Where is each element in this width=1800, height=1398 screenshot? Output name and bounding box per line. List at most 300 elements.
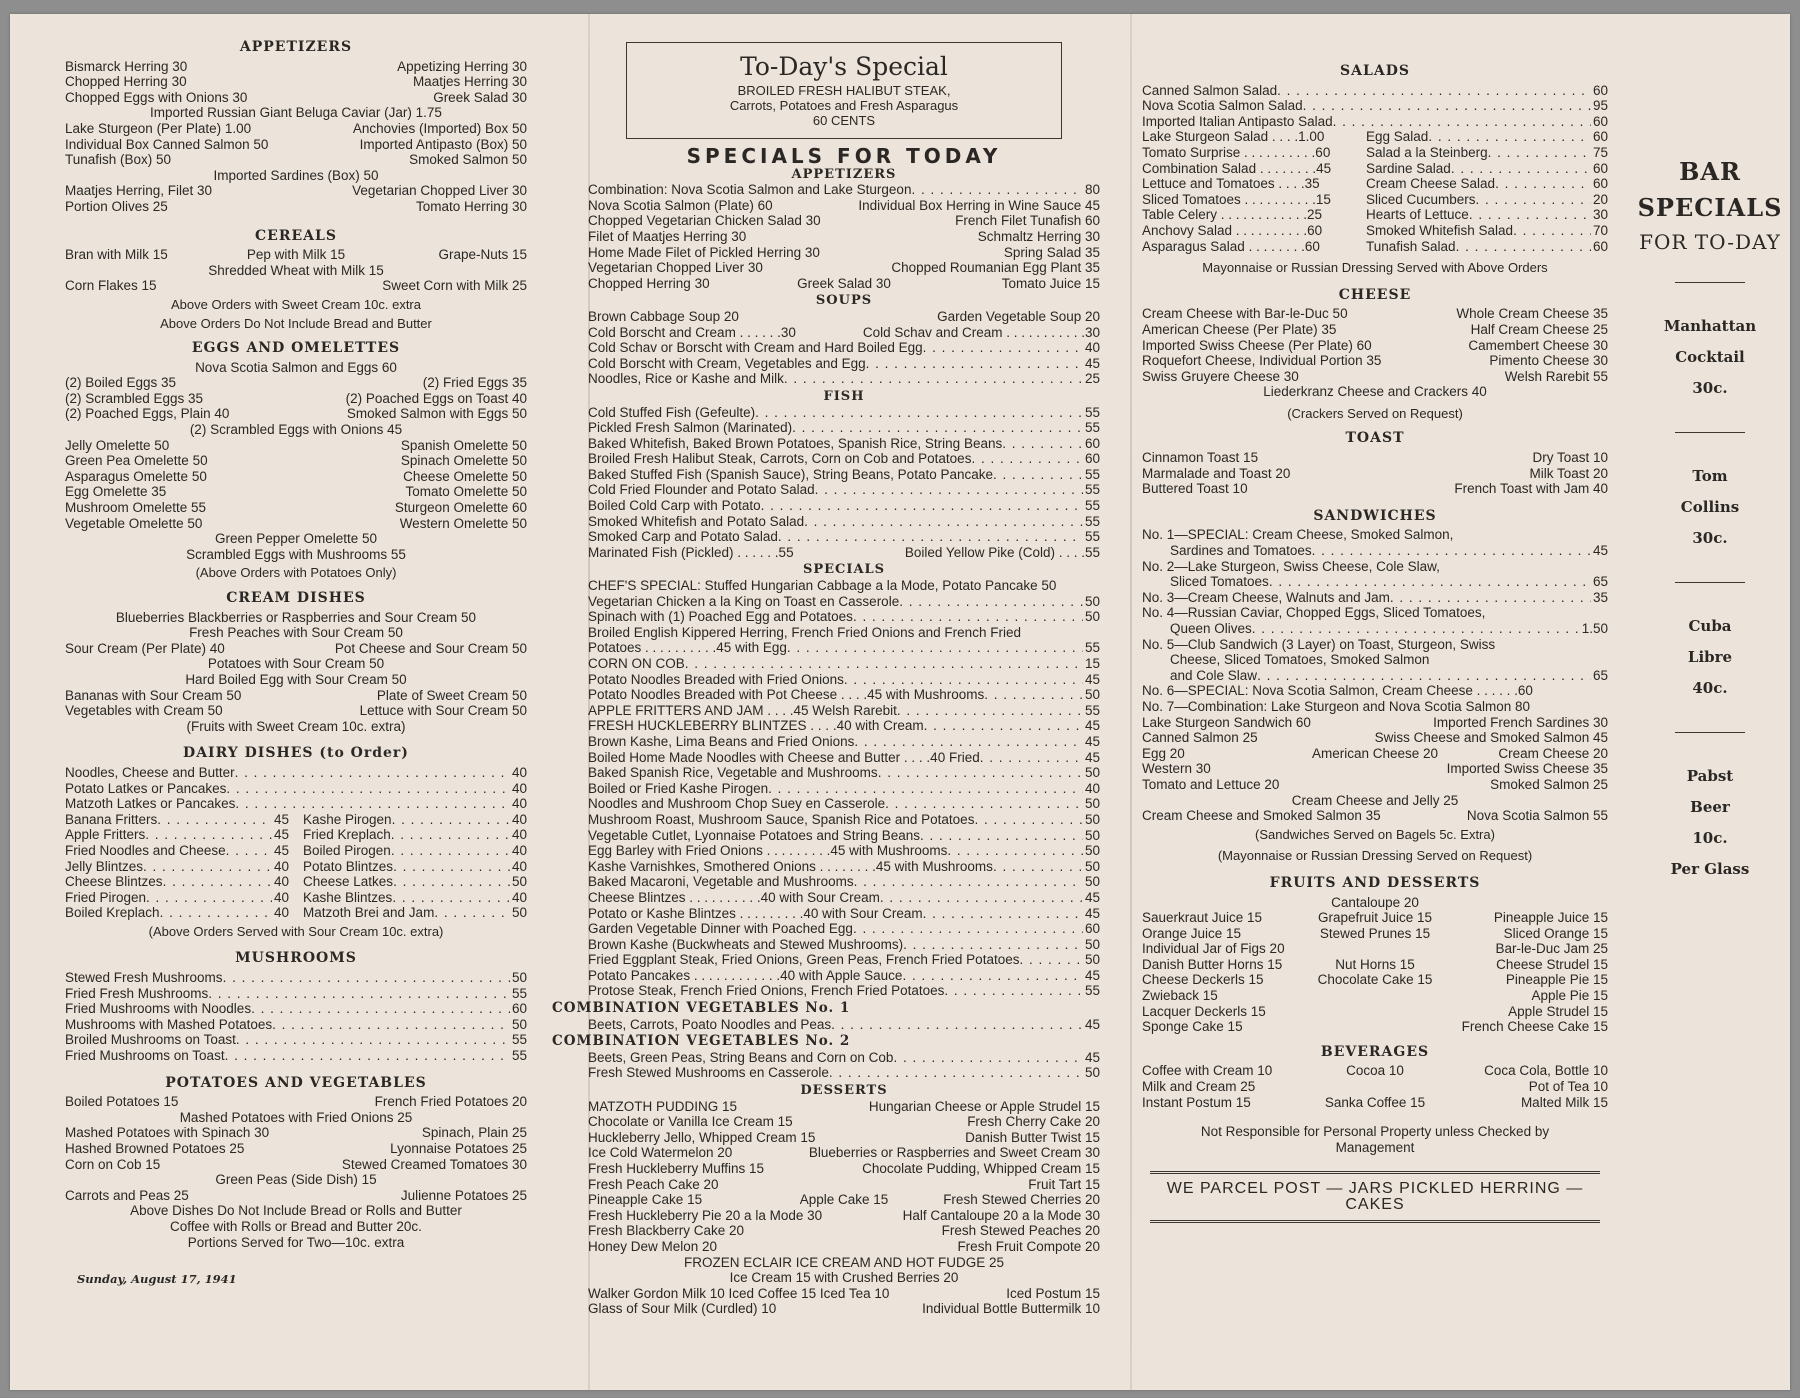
- item-label: Sardine Salad: [1366, 160, 1451, 176]
- leader-dots: [899, 594, 1083, 610]
- menu-line: [65, 391, 527, 407]
- item-label: Boiled Cold Carp with Potato: [588, 498, 761, 514]
- menu-line: [588, 828, 1100, 844]
- item-price: 50: [511, 1016, 527, 1032]
- menu-item: No. 4—Russian Caviar, Chopped Eggs, Sliced Tomatoes,: [1142, 605, 1486, 621]
- menu-item: [588, 781, 1100, 797]
- item-price: 45: [1084, 749, 1100, 765]
- item-price: 60: [1084, 451, 1100, 467]
- menu-item: Maatjes Herring, Filet 30: [65, 183, 213, 199]
- menu-item: Apple Cake 15: [799, 1192, 889, 1208]
- item-price: 55: [1084, 420, 1100, 436]
- menu-line: [65, 438, 527, 454]
- menu-line: [588, 198, 1100, 214]
- menu-line: [1142, 761, 1608, 777]
- menu-item: [1142, 590, 1608, 606]
- menu-line: [1142, 590, 1608, 606]
- bar-item-line: Per Glass: [1670, 860, 1750, 878]
- menu-line: [588, 796, 1100, 812]
- menu-item: [588, 921, 1100, 937]
- leader-dots: [393, 859, 510, 875]
- menu-item: [588, 340, 1100, 356]
- item-price: 45: [1084, 733, 1100, 749]
- cereals-list: [65, 247, 527, 294]
- menu-item: Portions Served for Two—10c. extra: [187, 1234, 405, 1250]
- bar-item-line: Tom: [1692, 467, 1728, 485]
- menu-item: Cheese Omelette 50: [403, 468, 527, 484]
- menu-item: Milk and Cream 25: [1142, 1079, 1256, 1095]
- menu-item: Jelly Omelette 50: [65, 437, 170, 453]
- item-label: Potatoes . . . . . . . . . .45 with Egg: [588, 640, 787, 656]
- item-price: 50: [1084, 843, 1100, 859]
- leader-dots: [815, 482, 1083, 498]
- leader-dots: [829, 1065, 1083, 1081]
- item-label: Hearts of Lettuce: [1366, 207, 1469, 223]
- leader-dots: [911, 182, 1083, 198]
- item-label: Cheese Latkes: [303, 874, 394, 890]
- menu-line: [1142, 450, 1608, 466]
- menu-item: Cheese, Sliced Tomatoes, Smoked Salmon: [1170, 652, 1430, 668]
- menu-item: Milk Toast 20: [1529, 465, 1608, 481]
- menu-item: [1170, 668, 1608, 684]
- menu-line: [1142, 910, 1608, 926]
- menu-item: No. 7—Combination: Lake Sturgeon and Nova Scotia Salmon 80: [1142, 698, 1530, 714]
- menu-line: [588, 968, 1100, 984]
- leader-dots: [768, 781, 1083, 797]
- item-label: Fresh Stewed Mushrooms en Casserole: [588, 1065, 829, 1081]
- left-column: [65, 32, 527, 1288]
- menu-line: [588, 765, 1100, 781]
- menu-item: [588, 1050, 1100, 1066]
- menu-item: French Toast with Jam 40: [1454, 481, 1608, 497]
- leader-dots: [923, 906, 1083, 922]
- item-price: 40: [511, 858, 527, 874]
- leader-dots: [971, 451, 1083, 467]
- menu-item: Cold Borscht and Cream . . . . . .30: [588, 324, 796, 340]
- menu-item: American Cheese (Per Plate) 35: [1142, 321, 1337, 337]
- menu-item: [588, 734, 1100, 750]
- menu-item: [65, 1001, 527, 1017]
- menu-line: [1142, 808, 1608, 824]
- menu-item: [65, 890, 289, 906]
- leader-dots: [226, 781, 510, 797]
- menu-date: Sunday, August 17, 1941: [77, 1272, 237, 1287]
- menu-item: Half Cream Cheese 25: [1470, 321, 1608, 337]
- menu-item: [303, 859, 527, 875]
- menu-line: [1142, 1079, 1608, 1095]
- leader-dots: [434, 905, 510, 921]
- menu-item: [303, 890, 527, 906]
- menu-line: [1142, 306, 1608, 322]
- leader-dots: [853, 609, 1083, 625]
- responsibility-note: Not Responsible for Personal Property unless Checked by Management: [1200, 1124, 1550, 1155]
- item-price: 55: [1084, 513, 1100, 529]
- menu-item: [588, 890, 1100, 906]
- leader-dots: [761, 498, 1083, 514]
- menu-line: [1142, 322, 1608, 338]
- menu-line: [65, 1125, 527, 1141]
- leader-dots: [391, 827, 510, 843]
- menu-item: Corn on Cob 15: [65, 1156, 161, 1172]
- menu-line: [1142, 176, 1608, 192]
- menu-line: [588, 734, 1100, 750]
- leader-dots: [236, 1032, 510, 1048]
- soups-list: [588, 309, 1100, 387]
- menu-line: [65, 890, 527, 906]
- leader-dots: [1513, 223, 1591, 239]
- menu-item: Nut Horns 15: [1335, 956, 1415, 972]
- menu-item: Appetizing Herring 30: [397, 58, 527, 74]
- menu-line: [65, 1203, 527, 1219]
- item-price: 60: [1592, 129, 1608, 145]
- menu-item: Chopped Herring 30: [588, 275, 710, 291]
- leader-dots: [1277, 83, 1591, 99]
- menu-line: [65, 199, 527, 215]
- menu-line: [1142, 114, 1608, 130]
- menu-item: Blueberries or Raspberries and Sweet Cream 30: [808, 1145, 1100, 1161]
- cereals-note: Above Orders with Sweet Cream 10c. extra: [171, 296, 421, 312]
- item-label: Boiled Pirogen: [303, 842, 391, 858]
- menu-line: [588, 672, 1100, 688]
- menu-line: [588, 874, 1100, 890]
- menu-item: Walker Gordon Milk 10 Iced Coffee 15 Iced Tea 10: [588, 1285, 890, 1301]
- menu-line: [588, 1114, 1100, 1130]
- menu-item: Imported Swiss Cheese (Per Plate) 60: [1142, 337, 1372, 353]
- menu-item: [65, 827, 289, 843]
- item-label: Fried Pirogen: [65, 889, 147, 905]
- menu-line: [65, 843, 527, 859]
- menu-line: [1142, 621, 1608, 637]
- menu-item: Cheese Strudel 15: [1496, 956, 1608, 972]
- leader-dots: [1333, 114, 1591, 130]
- item-price: 50: [1084, 765, 1100, 781]
- menu-line: [65, 375, 527, 391]
- menu-item: Tomato Surprise . . . . . . . . . .60: [1142, 144, 1331, 160]
- leader-dots: [391, 843, 510, 859]
- menu-line: [588, 578, 1100, 594]
- menu-line: [588, 703, 1100, 719]
- menu-item: Roquefort Cheese, Individual Portion 35: [1142, 353, 1382, 369]
- leader-dots: [226, 843, 272, 859]
- item-price: 50: [1084, 858, 1100, 874]
- menu-item: [65, 812, 289, 828]
- item-price: 50: [1084, 593, 1100, 609]
- menu-item: [588, 843, 1100, 859]
- item-price: 60: [1592, 113, 1608, 129]
- menu-line: [588, 1145, 1100, 1161]
- menu-item: [65, 1032, 527, 1048]
- menu-item: Lettuce and Tomatoes . . . .35: [1142, 176, 1320, 192]
- item-label: Potato Noodles Breaded with Fried Onions: [588, 671, 844, 687]
- bar-title: SPECIALS: [1637, 193, 1783, 222]
- menu-line: [1142, 941, 1608, 957]
- right-column: [1142, 56, 1608, 1223]
- item-label: Imported Italian Antipasto Salad: [1142, 113, 1333, 129]
- menu-line: [65, 986, 527, 1002]
- item-label: CORN ON COB: [588, 656, 685, 671]
- bar-items: [1630, 282, 1790, 885]
- menu-line: [1142, 559, 1608, 575]
- menu-item: Cinnamon Toast 15: [1142, 450, 1259, 466]
- menu-line: [1142, 384, 1608, 400]
- leader-dots: [1257, 668, 1591, 684]
- menu-item: Western 30: [1142, 761, 1211, 777]
- menu-item: Sliced Tomatoes . . . . . . . . . .15: [1142, 191, 1331, 207]
- menu-item: Chopped Eggs with Onions 30: [65, 89, 248, 105]
- menu-item: (2) Scrambled Eggs with Onions 45: [189, 422, 403, 438]
- item-label: Cheese Blintzes: [65, 874, 163, 890]
- item-price: 55: [1084, 482, 1100, 498]
- menu-line: [588, 1255, 1100, 1271]
- menu-item: [588, 828, 1100, 844]
- menu-line: [1142, 972, 1608, 988]
- section-title: EGGS AND OMELETTES: [191, 340, 401, 357]
- menu-line: [65, 516, 527, 532]
- menu-item: Combination Salad . . . . . . . .45: [1142, 160, 1332, 176]
- menu-line: [1142, 161, 1608, 177]
- item-label: Potato Pancakes . . . . . . . . . . . .40 with Apple Sauce: [588, 967, 903, 983]
- menu-line: [65, 1219, 527, 1235]
- menu-item: [588, 498, 1100, 514]
- menu-item: Imported French Sardines 30: [1433, 714, 1608, 730]
- menu-item: Half Cantaloupe 20 a la Mode 30: [902, 1207, 1100, 1223]
- menu-item: [588, 594, 1100, 610]
- menu-line: [65, 121, 527, 137]
- item-label: Potato Latkes or Pancakes: [65, 780, 227, 796]
- menu-item: Liederkranz Cheese and Crackers 40: [1263, 384, 1487, 400]
- bar-item-line: Pabst: [1686, 767, 1734, 785]
- item-price: 65: [1592, 574, 1608, 590]
- menu-line: [588, 890, 1100, 906]
- item-label: Cheese Blintzes . . . . . . . . . .40 with Sour Cream: [588, 889, 880, 905]
- menu-item: [588, 937, 1100, 953]
- menu-item: [588, 750, 1100, 766]
- menu-item: Boiled Yellow Pike (Cold) . . . .55: [904, 544, 1100, 560]
- menu-line: [588, 906, 1100, 922]
- section-title: APPETIZERS: [239, 39, 353, 55]
- desserts-list: [588, 1099, 1100, 1317]
- item-label: Cold Stuffed Fish (Gefeulte): [588, 404, 756, 420]
- item-label: Sardines and Tomatoes: [1170, 543, 1312, 559]
- menu-item: Chopped Herring 30: [65, 74, 187, 90]
- menu-line: [1142, 353, 1608, 369]
- item-price: 50: [1084, 874, 1100, 890]
- item-price: 15: [1084, 656, 1100, 671]
- item-price: 55: [1084, 640, 1100, 656]
- menu-item: [588, 451, 1100, 467]
- menu-line: [1142, 223, 1608, 239]
- menu-line: [1142, 527, 1608, 543]
- section-title: CEREALS: [255, 227, 337, 244]
- menu-item: Pot of Tea 10: [1528, 1079, 1608, 1095]
- menu-item: Maatjes Herring 30: [412, 74, 527, 90]
- section-title: COMBINATION VEGETABLES No. 1: [552, 1000, 851, 1017]
- menu-item: Canned Salmon 25: [1142, 730, 1258, 746]
- bar-divider: [1675, 432, 1745, 433]
- menu-line: [65, 1172, 527, 1188]
- middle-column: [552, 42, 1101, 1317]
- cheese-note: (Crackers Served on Request): [1287, 405, 1463, 421]
- menu-item: Lake Sturgeon Salad . . . .1.00: [1142, 129, 1325, 145]
- leader-dots: [1312, 543, 1591, 559]
- section-title: MUSHROOMS: [235, 950, 357, 967]
- menu-line: [588, 812, 1100, 828]
- leader-dots: [235, 796, 510, 812]
- menu-line: [1142, 683, 1608, 699]
- menu-line: [65, 484, 527, 500]
- menu-line: [588, 545, 1100, 561]
- item-price: 55: [1084, 983, 1100, 999]
- menu-item: Pineapple Juice 15: [1493, 910, 1608, 926]
- menu-line: [588, 718, 1100, 734]
- item-price: 50: [511, 874, 527, 890]
- menu-line: [65, 59, 527, 75]
- menu-line: [588, 309, 1100, 325]
- menu-item: [65, 859, 289, 875]
- item-price: 60: [511, 1001, 527, 1017]
- item-label: Queen Olives: [1170, 621, 1252, 636]
- menu-line: [1142, 793, 1608, 809]
- menu-item: Green Pepper Omelette 50: [214, 531, 378, 547]
- menu-item: Sliced Orange 15: [1503, 925, 1608, 941]
- leader-dots: [944, 983, 1083, 999]
- item-label: Vegetable Cutlet, Lyonnaise Potatoes and String Beans: [588, 827, 920, 843]
- item-label: Potato Blintzes: [303, 858, 394, 874]
- leader-dots: [272, 1017, 510, 1033]
- menu-line: [588, 451, 1100, 467]
- menu-item: Apple Strudel 15: [1508, 1003, 1608, 1019]
- menu-line: [1142, 957, 1608, 973]
- menu-line: [1142, 1004, 1608, 1020]
- menu-item: Vegetarian Chopped Liver 30: [588, 260, 763, 276]
- menu-item: MATZOTH PUDDING 15: [588, 1098, 738, 1114]
- menu-line: [65, 641, 527, 657]
- menu-item: French Filet Tunafish 60: [955, 213, 1100, 229]
- menu-item: Camembert Cheese 30: [1468, 337, 1608, 353]
- menu-line: [588, 983, 1100, 999]
- menu-item: Plate of Sweet Cream 50: [376, 687, 527, 703]
- menu-item: Coffee with Cream 10: [1142, 1063, 1273, 1079]
- item-label: Fried Mushrooms with Noodles: [65, 1001, 252, 1017]
- menu-item: [1366, 223, 1608, 239]
- item-price: 55: [511, 1048, 527, 1064]
- menu-item: Garden Vegetable Soup 20: [937, 308, 1100, 324]
- menu-item: [588, 405, 1100, 421]
- menu-line: [588, 1177, 1100, 1193]
- menu-line: [65, 247, 527, 263]
- item-label: Baked Macaroni, Vegetable and Mushrooms: [588, 874, 854, 890]
- menu-item: Buttered Toast 10: [1142, 481, 1248, 497]
- leader-dots: [392, 890, 510, 906]
- item-price: 50: [511, 970, 527, 986]
- menu-item: Lake Sturgeon Sandwich 60: [1142, 714, 1311, 730]
- item-price: 40: [511, 780, 527, 796]
- menu-item: Spinach Omelette 50: [400, 453, 527, 469]
- menu-line: [588, 1017, 1100, 1033]
- leader-dots: [235, 765, 510, 781]
- section-title: BEVERAGES: [1320, 1043, 1430, 1060]
- leader-dots: [984, 687, 1083, 703]
- menu-item: (2) Boiled Eggs 35: [65, 375, 177, 391]
- leader-dots: [1495, 176, 1591, 192]
- section-title: DESSERTS: [800, 1083, 888, 1099]
- leader-dots: [1476, 192, 1591, 208]
- leader-dots: [804, 514, 1083, 530]
- menu-item: Honey Dew Melon 20: [588, 1238, 718, 1254]
- menu-line: [588, 245, 1100, 261]
- menu-item: [1170, 543, 1608, 559]
- item-price: 65: [1592, 667, 1608, 683]
- menu-line: [65, 672, 527, 688]
- menu-item: Ice Cream 15 with Crushed Berries 20: [729, 1270, 959, 1286]
- menu-item: [1366, 207, 1608, 223]
- eggs-list: [65, 360, 527, 563]
- section-title: SOUPS: [815, 293, 873, 309]
- menu-item: [588, 436, 1100, 452]
- leader-dots: [1390, 590, 1591, 606]
- menu-item: Coca Cola, Bottle 10: [1484, 1063, 1608, 1079]
- leader-dots: [1269, 574, 1591, 590]
- menu-line: [65, 625, 527, 641]
- menu-item: [588, 906, 1100, 922]
- item-label: APPLE FRITTERS AND JAM . . . .45 Welsh Rarebit: [588, 702, 897, 718]
- menu-item: Individual Box Canned Salmon 50: [65, 136, 269, 152]
- menu-item: Chopped Roumanian Egg Plant 35: [891, 260, 1100, 276]
- menu-line: [65, 781, 527, 797]
- menu-item: Fresh Stewed Peaches 20: [941, 1223, 1100, 1239]
- item-label: Garden Vegetable Dinner with Poached Egg: [588, 921, 853, 937]
- menu-item: (Fruits with Sweet Cream 10c. extra): [186, 718, 406, 734]
- leader-dots: [854, 874, 1083, 890]
- bar-title: BAR: [1679, 157, 1741, 186]
- menu-item: [588, 952, 1100, 968]
- leader-dots: [223, 970, 510, 986]
- leader-dots: [393, 874, 510, 890]
- menu-item: Grapefruit Juice 15: [1317, 910, 1433, 926]
- menu-item: Sour Cream (Per Plate) 40: [65, 640, 225, 656]
- item-label: Brown Kashe, Lima Beans and Fried Onions: [588, 733, 855, 749]
- menu-item: Egg Omelette 35: [65, 484, 167, 500]
- menu-line: [65, 360, 527, 376]
- menu-item: Smoked Salmon 50: [409, 152, 527, 168]
- menu-item: Tomato Herring 30: [415, 198, 527, 214]
- leader-dots: [251, 1001, 510, 1017]
- menu-item: [588, 968, 1100, 984]
- item-label: Kashe Pirogen: [303, 811, 392, 827]
- item-price: 50: [511, 905, 527, 921]
- menu-item: (2) Fried Eggs 35: [422, 375, 527, 391]
- menu-item: [65, 1048, 527, 1064]
- leader-dots: [993, 859, 1083, 875]
- item-price: 45: [1084, 718, 1100, 734]
- menu-line: [1142, 895, 1608, 911]
- leader-dots: [1252, 621, 1580, 637]
- menu-item: Coffee with Rolls or Bread and Butter 20c.: [170, 1218, 422, 1234]
- leader-dots: [980, 750, 1083, 766]
- menu-line: [1142, 777, 1608, 793]
- menu-line: [588, 498, 1100, 514]
- menu-line: [588, 340, 1100, 356]
- leader-dots: [208, 986, 510, 1002]
- menu-item: Welsh Rarebit 55: [1504, 368, 1608, 384]
- item-price: 40: [511, 827, 527, 843]
- menu-item: Shredded Wheat with Milk 15: [208, 262, 384, 278]
- menu-item: Tomato Omelette 50: [405, 484, 527, 500]
- item-label: Baked Whitefish, Baked Brown Potatoes, Spanish Rice, String Beans: [588, 435, 1003, 451]
- menu-item: (2) Poached Eggs on Toast 40: [345, 390, 527, 406]
- leader-dots: [947, 843, 1083, 859]
- item-label: Fried Kreplach: [303, 827, 391, 843]
